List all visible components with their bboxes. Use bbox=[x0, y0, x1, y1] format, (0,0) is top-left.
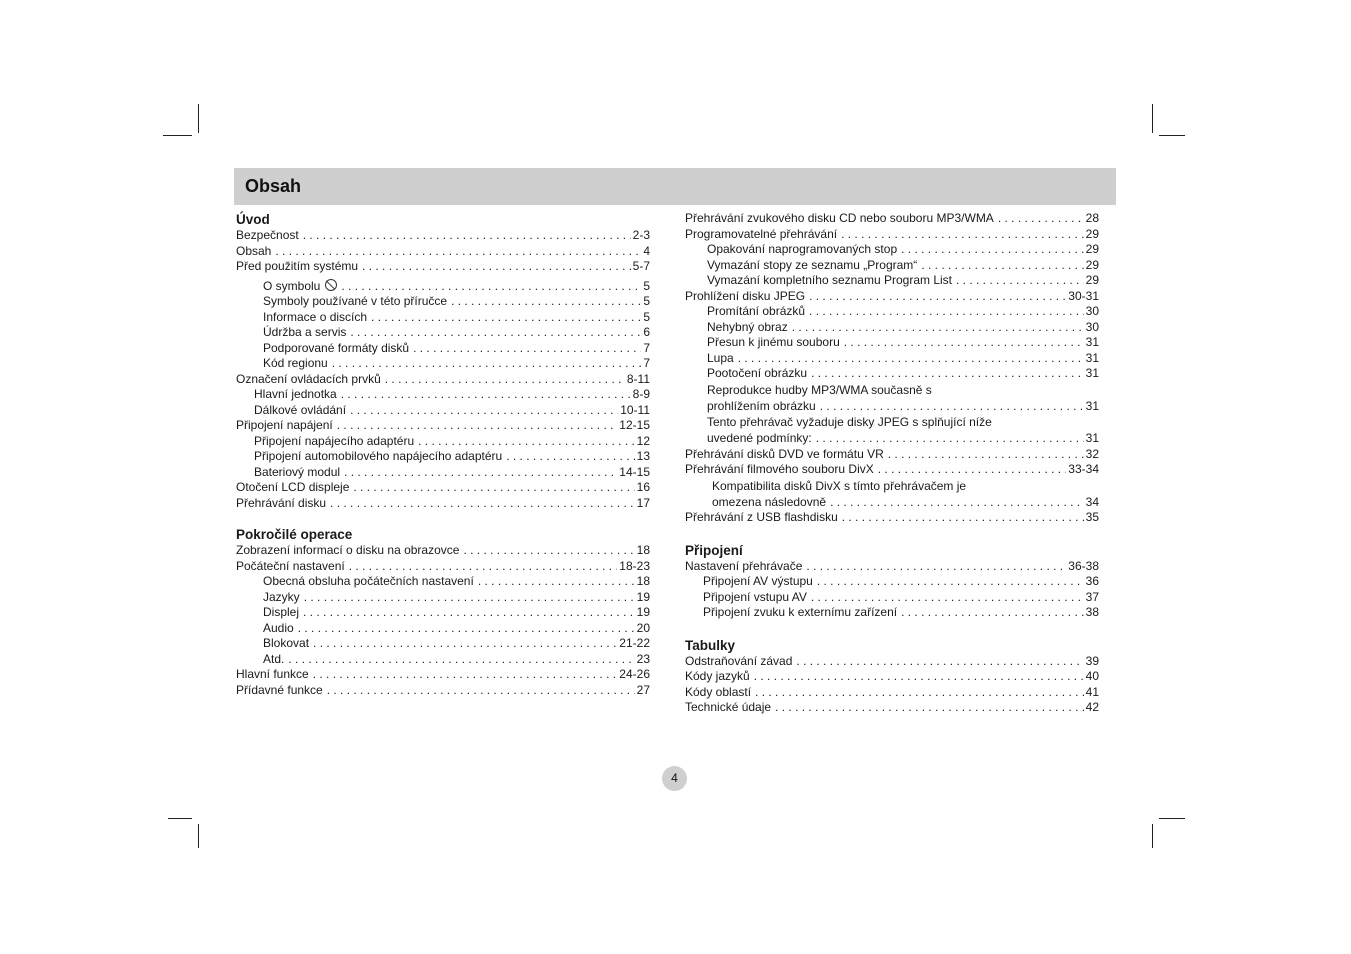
toc-entry[interactable]: uvedené podmínky: . . . 31 bbox=[685, 431, 1099, 447]
toc-entry[interactable]: Bezpečnost . . . 2-3 bbox=[236, 228, 650, 244]
toc-entry[interactable]: Přídavné funkce . . . 27 bbox=[236, 683, 650, 699]
toc-entry[interactable]: Počáteční nastavení . . . 18-23 bbox=[236, 559, 650, 575]
toc-entry[interactable]: Symboly používané v této příručce . . . 5 bbox=[236, 294, 650, 310]
toc-entry[interactable]: Připojení automobilového napájecího adaptéru . . . 13 bbox=[236, 449, 650, 465]
toc-entry[interactable]: Obecná obsluha počátečních nastavení . . . 18 bbox=[236, 574, 650, 590]
toc-entry[interactable]: Lupa . . . 31 bbox=[685, 351, 1099, 367]
toc-entry[interactable]: Hlavní jednotka . . . 8-9 bbox=[236, 387, 650, 403]
toc-entry[interactable]: Vymazání stopy ze seznamu „Program“ . . . 29 bbox=[685, 258, 1099, 274]
toc-entry[interactable]: Připojení AV výstupu . . . 36 bbox=[685, 574, 1099, 590]
toc-entry[interactable]: Připojení napájení . . . 12-15 bbox=[236, 418, 650, 434]
toc-entry[interactable]: Nastavení přehrávače . . . 36-38 bbox=[685, 559, 1099, 575]
toc-entry-label: Reprodukce hudby MP3/WMA současně s bbox=[707, 382, 932, 397]
toc-entry-label: Tento přehrávač vyžaduje disky JPEG s splňující níže bbox=[707, 415, 992, 429]
toc-entry[interactable]: Obsah . . . 4 bbox=[236, 244, 650, 260]
crop-mark bbox=[163, 135, 192, 136]
toc-entry[interactable]: Vymazání kompletního seznamu Program List . . . 29 bbox=[685, 273, 1099, 289]
prohibited-symbol-icon bbox=[325, 279, 337, 291]
section-title-pokrocile: Pokročilé operace bbox=[236, 527, 353, 542]
toc-entry[interactable]: Opakování naprogramovaných stop . . . 29 bbox=[685, 242, 1099, 258]
toc-entry[interactable]: Kód regionu . . . 7 bbox=[236, 356, 650, 372]
toc-entry[interactable]: Pootočení obrázku . . . 31 bbox=[685, 366, 1099, 382]
toc-entry[interactable]: Podporované formáty disků . . . 7 bbox=[236, 341, 650, 357]
section-title-pripojeni: Připojení bbox=[685, 542, 743, 558]
toc-entry[interactable]: Kódy jazyků . . . 40 bbox=[685, 669, 1099, 685]
toc-entry[interactable]: Přehrávání z USB flashdisku . . . 35 bbox=[685, 510, 1099, 526]
crop-mark bbox=[198, 104, 199, 133]
toc-entry[interactable]: prohlížením obrázku . . . 31 bbox=[685, 399, 1099, 415]
toc-entry[interactable]: Displej . . . 19 bbox=[236, 605, 650, 621]
toc-entry[interactable]: Prohlížení disku JPEG . . . 30-31 bbox=[685, 289, 1099, 305]
toc-entry[interactable]: Informace o discích . . . 5 bbox=[236, 310, 650, 326]
toc-entry[interactable]: Přehrávání zvukového disku CD nebo souboru MP3/WMA . . . 28 bbox=[685, 211, 1099, 227]
toc-left-column bbox=[236, 211, 650, 698]
toc-entry[interactable]: Připojení napájecího adaptéru . . . 12 bbox=[236, 434, 650, 450]
toc-entry[interactable]: Před použitím systému . . . 5-7 bbox=[236, 259, 650, 275]
toc-right-column bbox=[685, 211, 1099, 716]
toc-entry-label: Kompatibilita disků DivX s tímto přehrávačem je bbox=[712, 478, 967, 493]
toc-entry[interactable]: Kódy oblastí . . . 41 bbox=[685, 685, 1099, 701]
toc-entry[interactable]: Přehrávání disků DVD ve formátu VR . . . 32 bbox=[685, 447, 1099, 463]
toc-entry[interactable]: Atd. . . . 23 bbox=[236, 652, 650, 668]
toc-entry[interactable]: Nehybný obraz . . . 30 bbox=[685, 320, 1099, 336]
toc-entry[interactable]: Odstraňování závad . . . 39 bbox=[685, 654, 1099, 670]
crop-mark bbox=[1159, 135, 1185, 136]
toc-entry[interactable]: Jazyky . . . 19 bbox=[236, 590, 650, 606]
toc-entry[interactable]: Otočení LCD displeje . . . 16 bbox=[236, 480, 650, 496]
crop-mark bbox=[1159, 818, 1185, 819]
toc-entry[interactable]: Blokovat . . . 21-22 bbox=[236, 636, 650, 652]
page-number: 4 bbox=[662, 766, 687, 791]
crop-mark bbox=[1152, 824, 1153, 848]
toc-entry[interactable]: Hlavní funkce . . . 24-26 bbox=[236, 667, 650, 683]
toc-entry[interactable]: O symbolu . . . 5 bbox=[236, 279, 650, 295]
toc-entry[interactable]: Údržba a servis . . . 6 bbox=[236, 325, 650, 341]
page-title: Obsah bbox=[245, 176, 302, 196]
section-title-uvod: Úvod bbox=[236, 212, 270, 227]
toc-entry[interactable]: Dálkové ovládání . . . 10-11 bbox=[236, 403, 650, 419]
toc-entry[interactable]: Audio . . . 20 bbox=[236, 621, 650, 637]
crop-mark bbox=[1152, 104, 1153, 133]
toc-entry[interactable]: Programovatelné přehrávání . . . 29 bbox=[685, 227, 1099, 243]
toc-entry[interactable]: Označení ovládacích prvků . . . 8-11 bbox=[236, 372, 650, 388]
toc-entry[interactable]: Připojení vstupu AV . . . 37 bbox=[685, 590, 1099, 606]
toc-entry[interactable]: Zobrazení informací o disku na obrazovce . . . 18 bbox=[236, 543, 650, 559]
toc-entry[interactable]: Přesun k jinému souboru . . . 31 bbox=[685, 335, 1099, 351]
toc-entry[interactable]: Přehrávání filmového souboru DivX . . . 33-34 bbox=[685, 462, 1099, 478]
crop-mark bbox=[168, 818, 192, 819]
toc-entry[interactable]: Promítání obrázků . . . 30 bbox=[685, 304, 1099, 320]
section-title-tabulky: Tabulky bbox=[685, 637, 736, 653]
title-bar bbox=[234, 168, 1116, 205]
toc-entry[interactable]: Bateriový modul . . . 14-15 bbox=[236, 465, 650, 481]
toc-entry[interactable]: omezena následovně . . . 34 bbox=[685, 495, 1099, 511]
crop-mark bbox=[198, 824, 199, 848]
toc-entry[interactable]: Technické údaje . . . 42 bbox=[685, 700, 1099, 716]
toc-entry[interactable]: Připojení zvuku k externímu zařízení . . . 38 bbox=[685, 605, 1099, 621]
toc-entry[interactable]: Přehrávání disku . . . 17 bbox=[236, 496, 650, 512]
